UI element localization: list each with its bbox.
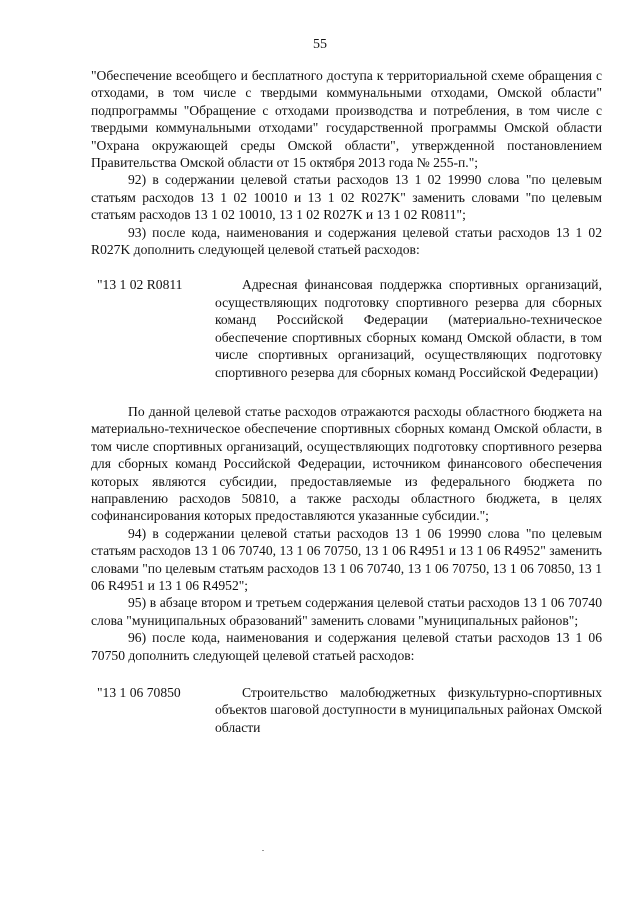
paragraph-article-explanation: По данной целевой статье расходов отражаются расходы областного бюджета на материально-техническое обеспечение спортивных сборных команд Омской области, в том числе спортивных организаций, осуществляющих подготовку спортивного резерва для сборных команд Российской Федерации, источником финансового обеспечения которых являются субсидии, предоставляемые из федерального бюджета по направлению расходов 50810, а также расходы областного бюджета, в целях софинансирования которых предоставляются указанные субсидии."; [91,403,602,524]
page-number: 55 [313,37,327,52]
target-article-description-text: Строительство малобюджетных физкультурно-спортивных объектов шаговой доступности в муниципальных районах Омской области [215,685,602,735]
paragraph-item-93: 93) после кода, наименования и содержания целевой статьи расходов 13 1 02 R027K дополнить следующей целевой статьей расходов: [91,224,602,258]
paragraph-item-94: 94) в содержании целевой статьи расходов 13 1 06 19990 слова "по целевым статьям расходов 13 1 06 70740, 13 1 06 70750, 13 1 06 R4951 и 13 1 06 R4952" заменить словами "по целевым статьям расходов 13 1 06 70740, 13 1 06 70750, 13 1 06 70850, 13 1 06 R4951 и 13 1 06 R4952"; [91,525,602,593]
target-article-code: "13 1 06 70850 [97,685,181,700]
target-article-description-text: Адресная финансовая поддержка спортивных организаций, осуществляющих подготовку спортивного резерва для сборных команд Российской Федерации (материально-техническое обеспечение спортивных сборных команд Омской области, в том числе спортивных организаций, осуществляющих подготовку спортивного резерва для сборных команд Российской Федерации) [215,277,602,380]
paragraph-item-96: 96) после кода, наименования и содержания целевой статьи расходов 13 1 06 70750 дополнить следующей целевой статьей расходов: [91,630,602,663]
target-article-code: "13 1 02 R0811 [97,277,183,293]
target-article-description [215,684,602,736]
paragraph-continuation: "Обеспечение всеобщего и бесплатного доступа к территориальной схеме обращения с отходами, в том числе с твердыми коммунальными отходами, Омской области" подпрограммы "Обращение с отходами производства и потребления, в том числе с твердыми коммунальными отходами" государственной программы Омской области "Охрана окружающей среды Омской области", утвержденной постановлением Правительства Омской области от 15 октября 2013 года № 255-п."; [91,68,602,171]
document-body [91,67,602,736]
paragraph-item-92: 92) в содержании целевой статьи расходов 13 1 02 19990 слова "по целевым статьям расходов 13 1 02 10010 и 13 1 02 R027K" заменить словами "по целевым статьям расходов 13 1 02 10010, 13 1 02 R027K и 13 1 02 R0811"; [91,172,602,223]
target-article-entry-r0811 [91,276,602,380]
paragraph-item-95: 95) в абзаце втором и третьем содержания целевой статьи расходов 13 1 06 70740 слова "муниципальных образований" заменить словами "муниципальных районов"; [91,595,602,628]
target-article-entry-70850 [91,684,602,736]
target-article-description [215,276,602,380]
scan-speck [262,850,264,851]
